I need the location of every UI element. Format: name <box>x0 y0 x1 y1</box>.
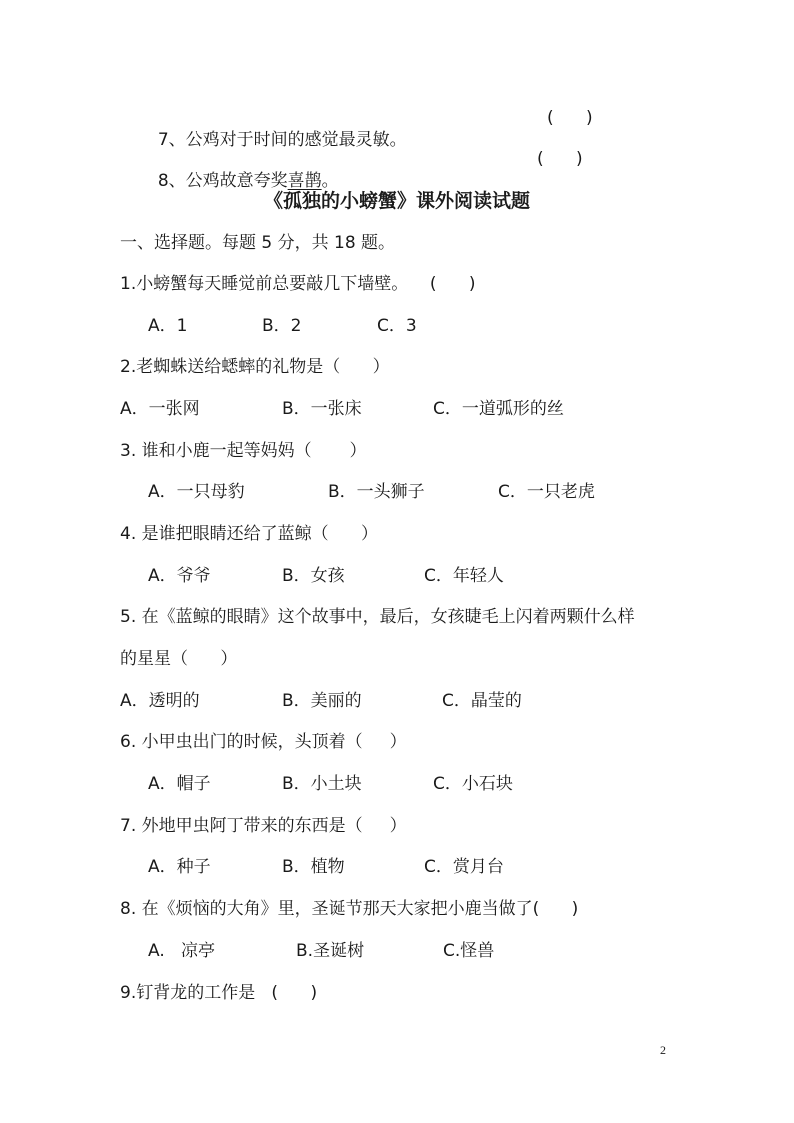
question-3-option-b[interactable]: B．一头狮子 <box>328 482 425 502</box>
question-1: 1.小螃蟹每天睡觉前总要敲几下墙壁。 ( ) <box>120 274 476 294</box>
question-7-option-a[interactable]: A．种子 <box>148 857 211 877</box>
question-8-option-a[interactable]: A. 凉亭 <box>148 941 215 961</box>
top-item-7-answer-paren[interactable]: ( ) <box>547 108 593 128</box>
question-4: 4. 是谁把眼睛还给了蓝鲸（ ） <box>120 524 379 544</box>
question-5: 5. 在《蓝鲸的眼睛》这个故事中，最后，女孩睫毛上闪着两颗什么样 <box>120 607 635 627</box>
question-9: 9.钉背龙的工作是 ( ) <box>120 983 318 1003</box>
question-1-option-c[interactable]: C．3 <box>377 316 417 336</box>
question-5-option-b[interactable]: B．美丽的 <box>282 691 362 711</box>
question-2-option-b[interactable]: B．一张床 <box>282 399 362 419</box>
page-title: 《孤独的小螃蟹》课外阅读试题 <box>263 190 530 212</box>
question-6: 6. 小甲虫出门的时候，头顶着（ ） <box>120 732 407 752</box>
question-8-option-c[interactable]: C.怪兽 <box>443 941 495 961</box>
top-item-8 <box>147 148 339 192</box>
question-3-option-a[interactable]: A．一只母豹 <box>148 482 245 502</box>
question-6-option-b[interactable]: B．小土块 <box>282 774 362 794</box>
question-1-option-a[interactable]: A．1 <box>148 316 188 336</box>
question-6-option-a[interactable]: A．帽子 <box>148 774 211 794</box>
top-item-8-text-after: 。 <box>321 171 339 191</box>
top-item-8-underlined: 喜鹊 <box>287 171 322 191</box>
question-6-option-c[interactable]: C．小石块 <box>433 774 513 794</box>
question-2: 2.老蜘蛛送给蟋蟀的礼物是（ ） <box>120 357 390 377</box>
question-4-option-a[interactable]: A．爷爷 <box>148 566 211 586</box>
section-heading: 一、选择题。每题 5 分，共 18 题。 <box>120 233 396 253</box>
top-item-8-answer-paren[interactable]: ( ) <box>537 149 583 169</box>
top-item-7-text: 7、公鸡对于时间的感觉最灵敏。 <box>157 130 407 150</box>
question-2-option-a[interactable]: A．一张网 <box>120 399 200 419</box>
question-7-option-b[interactable]: B．植物 <box>282 857 345 877</box>
question-2-option-c[interactable]: C．一道弧形的丝 <box>433 399 564 419</box>
question-4-option-b[interactable]: B．女孩 <box>282 566 345 586</box>
question-5-option-a[interactable]: A．透明的 <box>120 691 200 711</box>
question-3: 3. 谁和小鹿一起等妈妈（ ） <box>120 441 367 461</box>
question-8: 8. 在《烦恼的大角》里，圣诞节那天大家把小鹿当做了( ) <box>120 899 579 919</box>
question-4-option-c[interactable]: C．年轻人 <box>424 566 504 586</box>
question-5-continued: 的星星（ ） <box>120 649 238 669</box>
top-item-8-text-before: 8、公鸡故意夸奖 <box>157 171 288 191</box>
page-number: 2 <box>660 1043 666 1057</box>
question-5-option-c[interactable]: C．晶莹的 <box>442 691 522 711</box>
top-item-7 <box>147 107 407 151</box>
question-8-option-b[interactable]: B.圣诞树 <box>296 941 365 961</box>
question-7: 7. 外地甲虫阿丁带来的东西是（ ） <box>120 816 407 836</box>
question-7-option-c[interactable]: C．赏月台 <box>424 857 504 877</box>
question-3-option-c[interactable]: C．一只老虎 <box>498 482 595 502</box>
question-1-option-b[interactable]: B．2 <box>262 316 302 336</box>
